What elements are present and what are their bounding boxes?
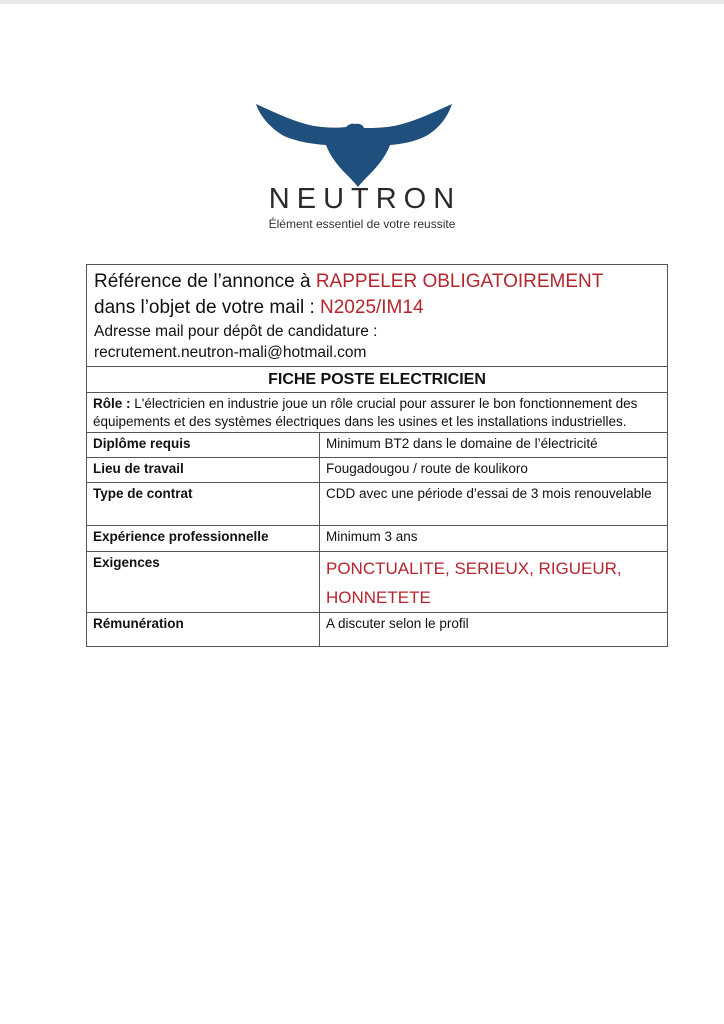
row-value: PONCTUALITE, SERIEUX, RIGUEUR, HONNETETE xyxy=(320,552,668,613)
role-text: L'électricien en industrie joue un rôle crucial pour assurer le bon fonctionnement des équipements et des systèmes électriques dans les usines et les installations industrielles. xyxy=(93,396,638,429)
row-value: Minimum BT2 dans le domaine de l’électricité xyxy=(320,433,668,458)
row-value: CDD avec une période d’essai de 3 mois renouvelable xyxy=(320,483,668,526)
table-row xyxy=(87,552,668,613)
reference-line-1 xyxy=(94,269,660,295)
top-edge xyxy=(0,0,724,4)
role-label: Rôle : xyxy=(93,396,131,411)
brand-tagline: Élément essentiel de votre reussite xyxy=(268,217,456,231)
role-row xyxy=(87,393,668,433)
table-row xyxy=(87,526,668,552)
table-row xyxy=(87,483,668,526)
reference-line-2 xyxy=(94,295,660,321)
table-row xyxy=(87,613,668,647)
reference-prefix: Référence de l’annonce à xyxy=(94,271,316,292)
email-address[interactable]: recrutement.neutron-mali@hotmail.com xyxy=(94,344,367,361)
mail-subject-prefix: dans l’objet de votre mail : xyxy=(94,297,321,318)
row-label: Lieu de travail xyxy=(87,458,320,483)
row-label: Rémunération xyxy=(87,613,320,647)
job-sheet-table xyxy=(86,264,668,647)
row-label: Expérience professionnelle xyxy=(87,526,320,552)
table-row xyxy=(87,458,668,483)
reference-cell xyxy=(87,265,668,367)
brand-name: NEUTRON xyxy=(268,183,462,215)
role-cell xyxy=(87,393,668,433)
row-label: Diplôme requis xyxy=(87,433,320,458)
table-row xyxy=(87,433,668,458)
title-row xyxy=(87,367,668,393)
row-label: Type de contrat xyxy=(87,483,320,526)
row-value: Minimum 3 ans xyxy=(320,526,668,552)
reference-code: N2025/IM14 xyxy=(320,297,424,318)
email-label: Adresse mail pour dépôt de candidature : xyxy=(94,323,378,340)
sheet-title: FICHE POSTE ELECTRICIEN xyxy=(87,367,668,393)
row-label: Exigences xyxy=(87,552,320,613)
row-value: Fougadougou / route de koulikoro xyxy=(320,458,668,483)
reference-highlight: RAPPELER OBLIGATOIREMENT xyxy=(315,271,604,292)
reference-row xyxy=(87,265,668,367)
eagle-logo-icon xyxy=(254,100,454,188)
row-value: A discuter selon le profil xyxy=(320,613,668,647)
